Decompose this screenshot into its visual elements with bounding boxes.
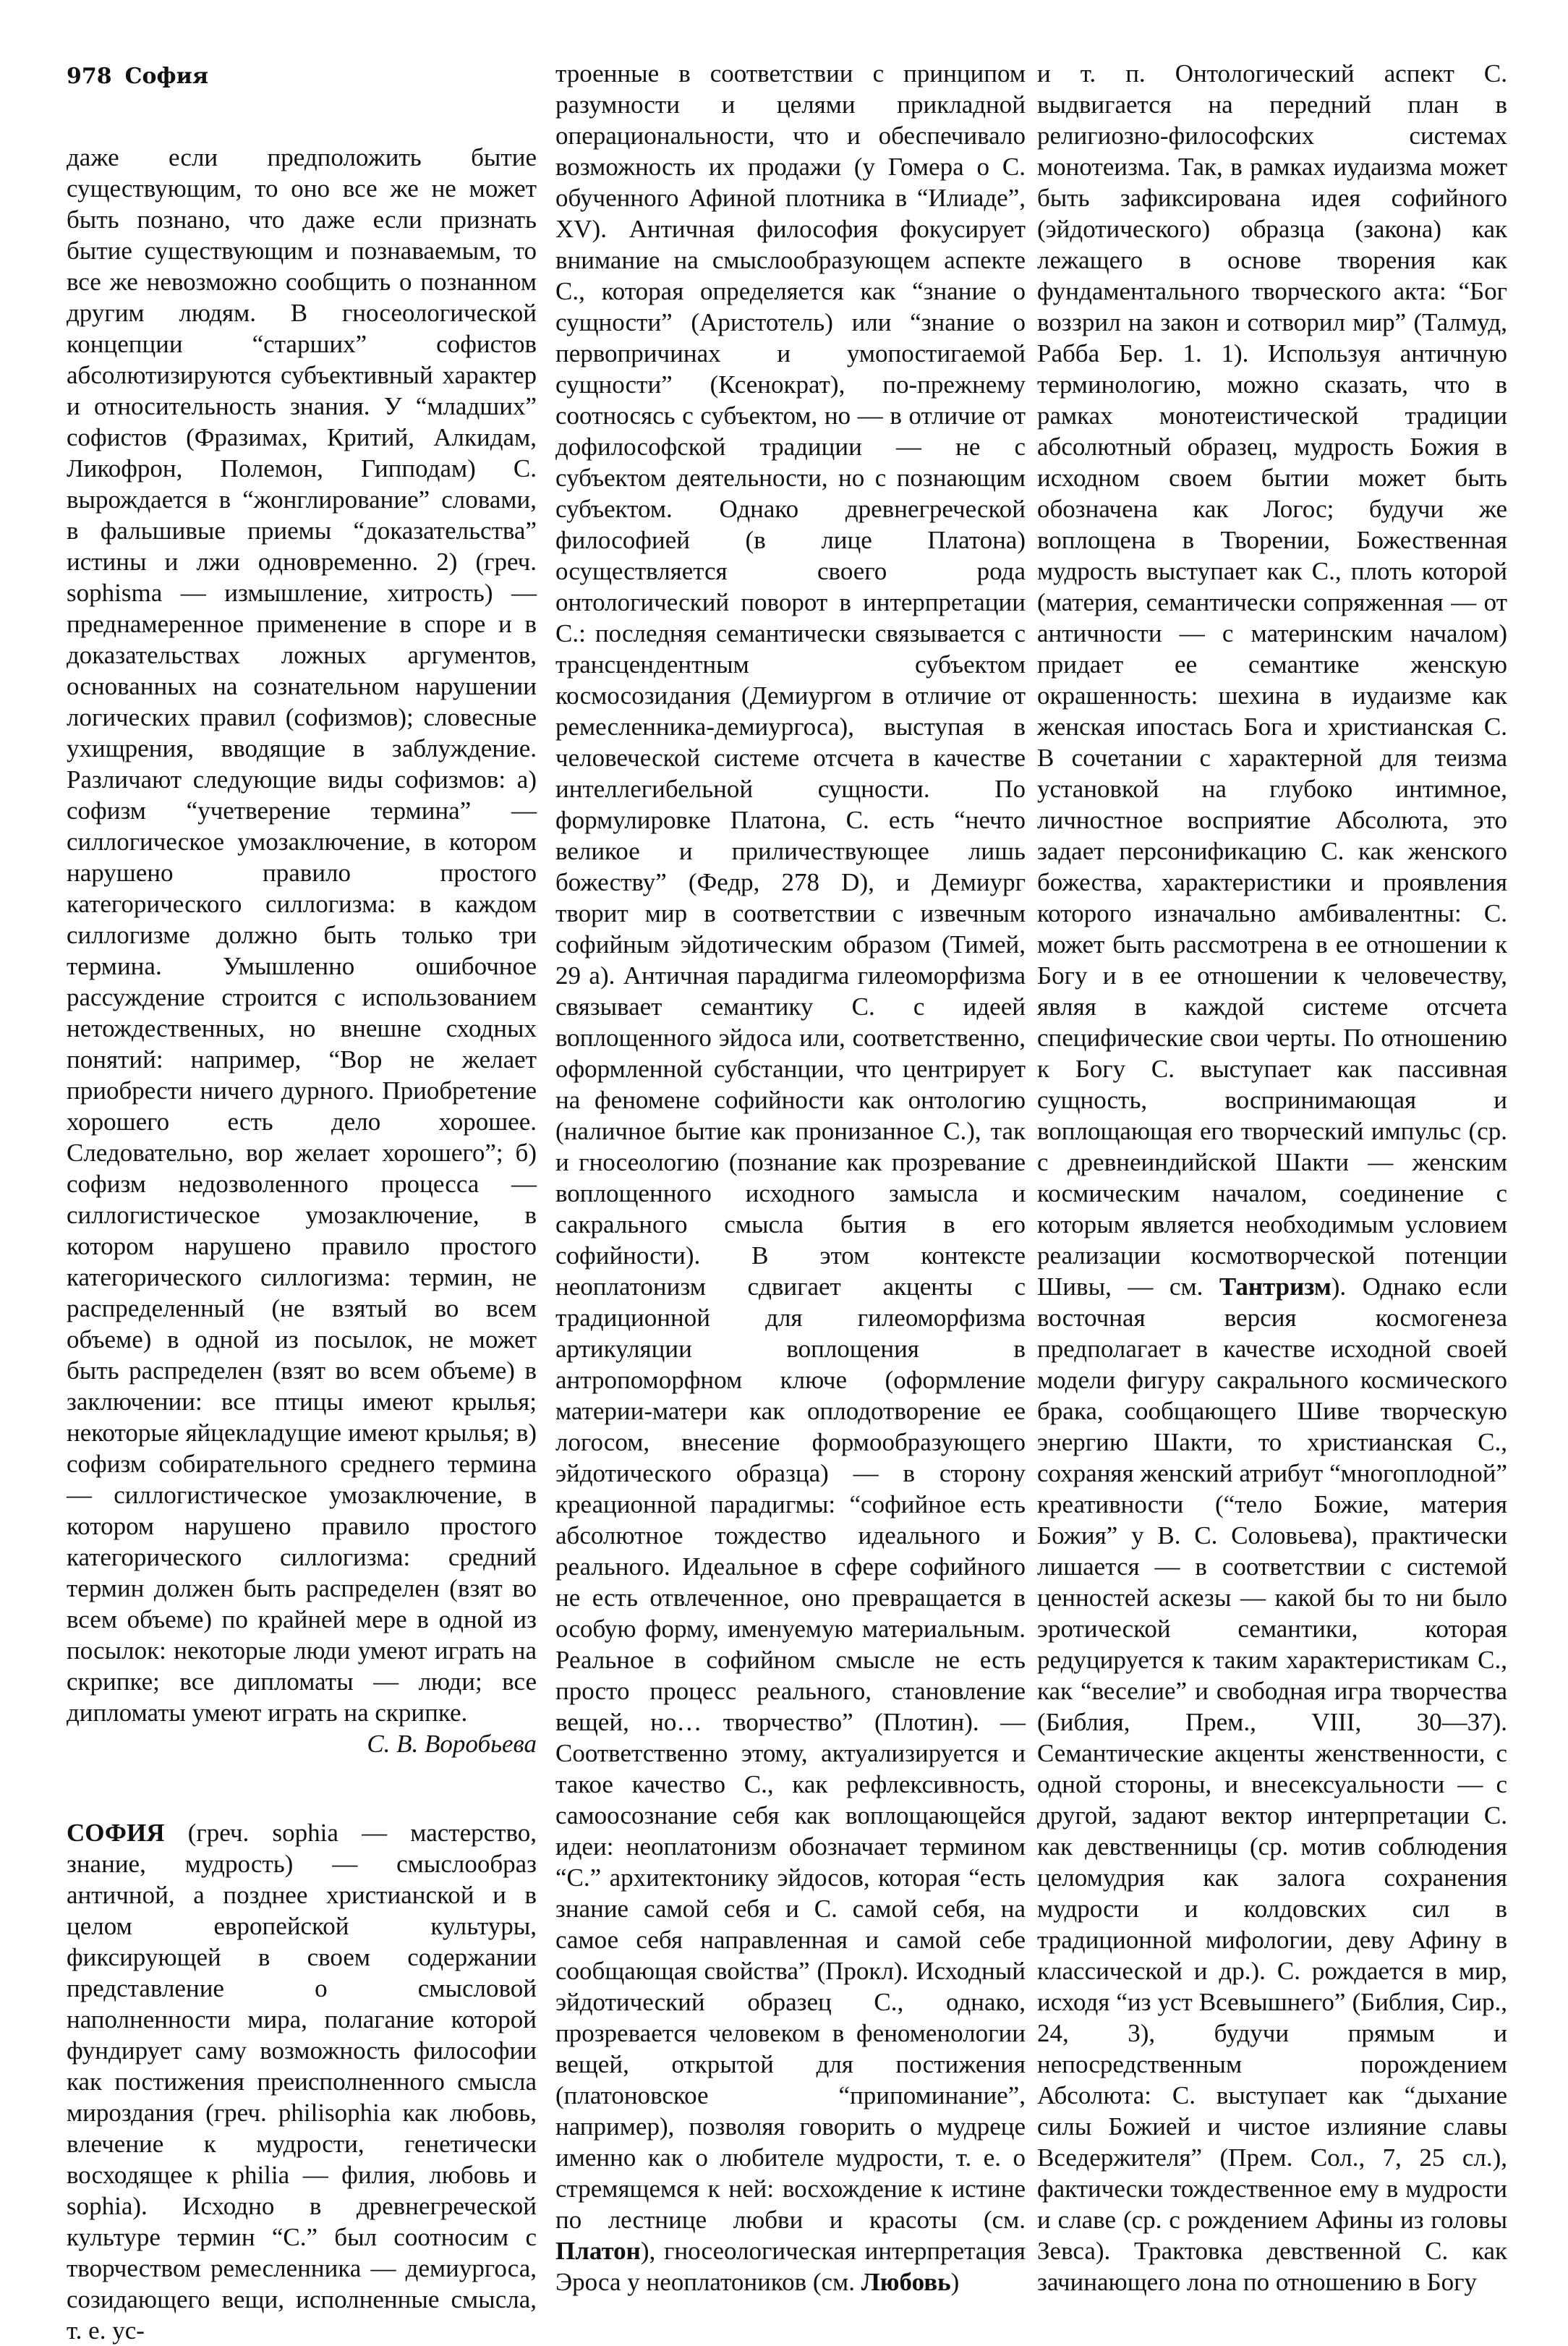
cross-reference-link[interactable]: Тантризм xyxy=(1219,1272,1331,1301)
entry-text: (греч. sophia — мастерство, знание, мудрость) — смыслообраз античной, а позднее христианской и в целом европейской культуры, фиксирующей в своем содержании представление о смысловой наполненности мира, полагание которой фундирует саму возможность философии как постижения преисполненного смысла мироздания (греч. philisophia как любовь, влечение к мудрости, генетически восходящее к philia — филия, любовь и sophia). Исходно в древнегреческой культуре термин “С.” был соотносим с творчеством ремесленника — демиургоса, созидающего вещи, исполненные смысла, т. е. ус- xyxy=(67,1819,537,2345)
cross-reference-link[interactable]: Любовь xyxy=(861,2268,951,2296)
author-signature: С. В. Воробьева xyxy=(367,1730,537,1758)
paragraph-sophia-start xyxy=(67,1817,537,2346)
entry-lemma: СОФИЯ xyxy=(67,1819,165,1847)
text-run: и т. п. Онтологический аспект С. выдвигается на передний план в религиозно-философских системах монотеизма. Так, в рамках иудаизма может быть зафиксирована идея софийного (эйдотического) образца (закона) как лежащего в основе творения как фундаментального творческого акта: “Бог воззрил на закон и сотворил мир” (Талмуд, Рабба Бер. 1. 1). Используя античную терминологию, можно сказать, что в рамках монотеистической традиции абсолютный образец, мудрость Божия в исходном своем бытии может быть обозначена как Логос; будучи же воплощена в Творении, Божественная мудрость выступает как С., плоть которой (материя, семантически сопряженная — от античности — с материнским началом) придает ее семантике женскую окрашенность: шехина в иудаизме как женская ипостась Бога и христианская С. В сочетании с характерной для теизма установкой на глубоко интимное, личностное восприятие Абсолюта, это задает персонификацию С. как женского божества, характеристики и проявления которого изначально амбивалентны: С. может быть рассмотрена в ее отношении к Богу и в ее отношении к человечеству, являя в каждой системе отсчета специфические свои черты. По отношению к Богу С. выступает как пассивная сущность, воспринимающая и воплощающая его творческий импульс (ср. с древнеиндийской Шакти — женским космическим началом, соединение с которым является необходимым условием реализации космотворческой потенции Шивы, — см. xyxy=(1037,59,1507,1301)
page-number: 978 xyxy=(67,64,112,89)
text-column-3 xyxy=(1037,58,1507,2298)
text-run: троенные в соответствии с принципом разумности и целями прикладной операциональности, что и обеспечивало возможность их продажи (у Гомера о С. обученного Афиной плотника в “Илиаде”, XV). Античная философия фокусирует внимание на смыслообразующем аспекте С., которая определяется как “знание о сущности” (Аристотель) или “знание о первопричинах и умопостигаемой сущности” (Ксенократ), по-прежнему соотносясь с субъектом, но — в отличие от дофилософской традиции — не с субъектом деятельности, но с познающим субъектом. Однако древнегреческой философией (в лице Платона) осуществляется своего рода онтологический поворот в интерпретации С.: последняя семантически связывается с трансцендентным субъектом космосозидания (Демиургом в отличие от ремесленника-демиургоса), выступая в человеческой системе отсчета в качестве интеллегибельной сущности. По формулировке Платона, С. есть “нечто великое и приличествующее лишь божеству” (Федр, 278 D), и Демиург творит мир в соответствии с извечным софийным эйдотическим образом (Тимей, 29 а). Античная парадигма гилеоморфизма связывает семантику С. с идеей воплощенного эйдоса или, соответственно, оформленной субстанции, что центрирует на феномене софийности как онтологию (наличное бытие как пронизанное С.), так и гносеологию (познание как прозревание воплощенного исходного замысла и сакрального смысла бытия в его софийности). В этом контексте неоплатонизм сдвигает акценты с традиционной для гилеоморфизма артикуляции воплощения в антропоморфном ключе (оформление материи-матери как оплодотворение ее логосом, внесение формообразующего эйдотического образца) — в сторону креационной парадигмы: “софийное есть абсолютное тождество идеального и реального. Идеальное в сфере софийного не есть отвлеченное, оно превращается в особую форму, именуемую материальным. Реальное в софийном смысле не есть просто процесс реального, становление вещей, но… творчество” (Плотин). — Соответственно этому, актуализируется и такое качество С., как рефлексивность, самоосознание себя как воплощающейся идеи: неоплатонизм обозначает термином “С.” архитектонику эйдосов, которая “есть знание самой себя и С. самой себя, на самое себя направленная и самой себе сообщающая свойства” (Прокл). Исходный эйдотический образец С., однако, прозревается человеком в феноменологии вещей, открытой для постижения (платоновское “припоминание”, например), позволяя говорить о мудреце именно как о любителе мудрости, т. е. о стремящемся к ней: восхождение к истине по лестнице любви и красоты (см. xyxy=(555,59,1026,2234)
cross-reference-link[interactable]: Платон xyxy=(555,2237,641,2265)
running-title: София xyxy=(124,64,208,89)
text-run: ) xyxy=(950,2268,960,2296)
page-header xyxy=(67,64,208,107)
paragraph-sophia-monotheism xyxy=(1037,58,1507,2298)
text-column-1 xyxy=(67,142,537,2346)
paragraph-sophia-antiquity xyxy=(555,58,1026,2298)
text-run: ). Однако если восточная версия космогенеза предполагает в качестве исходной своей модели фигуру сакрального космического брака, сообщающего Шиве творческую энергию Шакти, то христианская С., сохраняя женский атрибут “многоплодной” креативности (“тело Божие, материя Божия” у В. С. Соловьева), практически лишается — в соответствии с системой ценностей аскезы — какой бы то ни было эротической семантики, которая редуцируется к таким характеристикам С., как “веселие” и свободная игра творчества (Библия, Прем., VIII, 30—37). Семантические акценты женственности, с одной стороны, и внесексуальности — с другой, задают вектор интерпретации С. как девственницы (ср. мотив соблюдения целомудрия как залога сохранения мудрости и колдовских сил в традиционной мифологии, деву Афину в классической и др.). С. рождается в мир, исходя “из уст Всевышнего” (Библия, Сир., 24, 3), будучи прямым и непосредственным порождением Абсолюта: С. выступает как “дыхание силы Божией и чистое излияние славы Вседержителя” (Прем. Сол., 7, 25 сл.), фактически тождественное ему в мудрости и славе (ср. с рождением Афины из головы Зевса). Трактовка девственной С. как зачинающего лона по отношению в Богу xyxy=(1037,1272,1507,2296)
text-column-2 xyxy=(555,58,1026,2298)
paragraph-sophism-continued: даже если предположить бытие существующим, то оно все же не может быть познано, что даже если признать бытие существующим и познаваемым, то все же невозможно сообщить о познанном другим людям. В гносеологической концепции “старших” софистов абсолютизируются субъективный характер и относительность знания. У “младших” софистов (Фразимах, Критий, Алкидам, Ликофрон, Полемон, Гипподам) С. вырождается в “жонглирование” словами, в фальшивые приемы “доказательства” истины и лжи одновременно. 2) (греч. sophisma — измышление, хитрость) — преднамеренное применение в споре и в доказательствах ложных аргументов, основанных на сознательном нарушении логических правил (софизмов); словесные ухищрения, вводящие в заблуждение. Различают следующие виды софизмов: а) софизм “учетверение термина” — силлогическое умозаключение, в котором нарушено правило простого категорического силлогизма: в каждом силлогизме должно быть только три термина. Умышленно ошибочное рассуждение строится с использованием нетождественных, но внешне сходных понятий: например, “Вор не желает приобрести ничего дурного. Приобретение хорошего есть дело хорошее. Следовательно, вор желает хорошего”; б) софизм недозволенного процесса — силлогистическое умозаключение, в котором нарушено правило простого категорического силлогизма: термин, не распределенный (не взятый во всем объеме) в одной из посылок, не может быть распределен (взят во всем объеме) в заключении: все птицы имеют крылья; некоторые яйцекладущие имеют крылья; в) софизм собирательного среднего термина — силлогистическое умозаключение, в котором нарушено правило простого категорического силлогизма: средний термин должен быть распределен (взят во всем объеме) по крайней мере в одной из посылок: некоторые люди умеют играть на скрипке; все дипломаты — люди; все дипломаты умеют играть на скрипке. xyxy=(67,143,537,1727)
text-run: ), гносеологическая интерпретация Эроса у неоплатоников (см. xyxy=(555,2237,1026,2296)
